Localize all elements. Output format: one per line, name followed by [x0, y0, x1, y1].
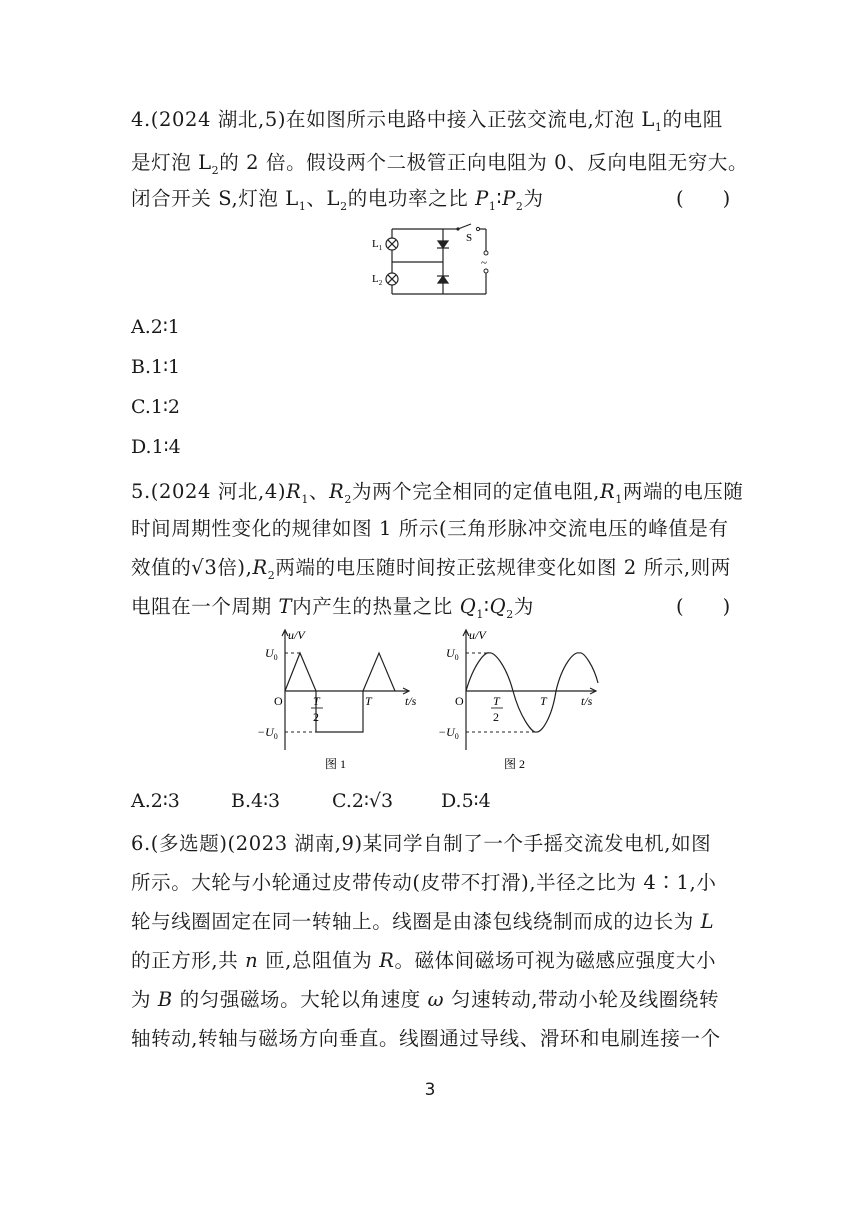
fig2-neg-u0-label: $-U_0$ — [438, 725, 459, 741]
q6-line-5: 为 B 的匀强磁场。大轮以角速度 ω 匀速转动,带动小轮及线圈绕转 — [131, 988, 720, 1011]
ac-source-icon: ~ — [481, 257, 487, 269]
fig2-origin-label: O — [455, 694, 464, 708]
fig1-caption: 图 1 — [325, 757, 347, 771]
q5-line-2: 时间周期性变化的规律如图 1 所示(三角形脉冲交流电压的峰值是有 — [131, 517, 729, 540]
fig1-origin-label: O — [274, 694, 283, 708]
q4-option-a[interactable]: A.2∶1 — [131, 316, 180, 338]
diode-lower-icon — [437, 276, 449, 283]
fig1-half-period-num: T — [313, 694, 320, 708]
q4-answer-bracket: ( ) — [676, 187, 731, 210]
q6-line-2: 所示。大轮与小轮通过皮带传动(皮带不打滑),半径之比为 4∶1,小 — [131, 871, 717, 894]
q5-line-1: 5.(2024 河北$,4)R_1$、$R_2$为两个完全相同的定值电阻$,R_1$两端的电压随 — [131, 480, 744, 506]
q5-option-b[interactable]: B.4∶3 — [231, 790, 281, 812]
q4-line-1: 4.(2024 湖北,5)在如图所示电路中接入正弦交流电,灯泡 $L_1$的电阻 — [131, 108, 723, 134]
lamp-l2-label: $L_2$ — [372, 273, 383, 287]
q4-option-b[interactable]: B.1∶1 — [131, 356, 181, 378]
fig2-half-period-den: 2 — [493, 710, 499, 724]
page-number: 3 — [424, 1080, 436, 1100]
fig2-x-axis-label: t/s — [581, 694, 593, 708]
fig1-y-axis-label: u/V — [288, 628, 305, 642]
fig2-y-axis-label: u/V — [469, 628, 486, 642]
q5-figure-1 — [255, 625, 425, 775]
diode-upper-icon — [437, 241, 449, 248]
fig1-neg-u0-label: $-U_0$ — [257, 725, 278, 741]
q4-circuit-diagram — [368, 222, 498, 302]
fig2-caption: 图 2 — [504, 757, 526, 771]
lamp-l1-icon — [386, 238, 398, 250]
q6-line-3: 轮与线圈固定在同一转轴上。线圈是由漆包线绕制而成的边长为 L — [131, 910, 715, 933]
q5-line-4: 电阻在一个周期 T内产生的热量之比 $Q_1∶Q_2$为 — [131, 595, 534, 621]
q4-line-2: 是灯泡 $L_2$的 2 倍。假设两个二极管正向电阻为 0、反向电阻无穷大。 — [131, 151, 749, 177]
fig1-x-axis-label: t/s — [405, 694, 417, 708]
fig2-period-label: T — [540, 694, 547, 708]
q5-option-a[interactable]: A.2∶3 — [131, 790, 180, 812]
lamp-l2-icon — [386, 273, 398, 285]
fig1-u0-label: $U_0$ — [265, 646, 278, 662]
lamp-l1-label: $L_1$ — [372, 238, 383, 252]
fig1-period-label: T — [365, 694, 372, 708]
q6-line-4: 的正方形,共 n 匝,总阻值为 R。磁体间磁场可视为磁感应强度大小 — [131, 949, 717, 972]
q4-option-c[interactable]: C.1∶2 — [131, 396, 181, 418]
q5-figure-2 — [436, 625, 606, 775]
q4-line-3: 闭合开关 S,灯泡 $L_1$、$L_2$的电功率之比 $P_1∶P_2$为 — [131, 187, 544, 213]
q5-option-c[interactable]: C.2∶√3 — [332, 790, 394, 812]
fig2-u0-label: $U_0$ — [446, 646, 459, 662]
q6-line-1: 6.(多选题)(2023 湖南,9)某同学自制了一个手摇交流发电机,如图 — [131, 832, 712, 855]
fig2-sine-curve — [466, 653, 598, 732]
q6-line-6: 轴转动,转轴与磁场方向垂直。线圈通过导线、滑环和电刷连接一个 — [131, 1027, 721, 1050]
fig1-half-period-den: 2 — [313, 710, 319, 724]
q4-option-d[interactable]: D.1∶4 — [131, 436, 181, 458]
q5-answer-bracket: ( ) — [676, 595, 731, 618]
switch-label: S — [466, 232, 473, 244]
fig2-half-period-num: T — [493, 694, 500, 708]
q5-line-3: 效值的√3倍)$,R_2$两端的电压随时间按正弦规律变化如图 2 所示,则两 — [131, 556, 731, 582]
q5-option-d[interactable]: D.5∶4 — [441, 790, 491, 812]
